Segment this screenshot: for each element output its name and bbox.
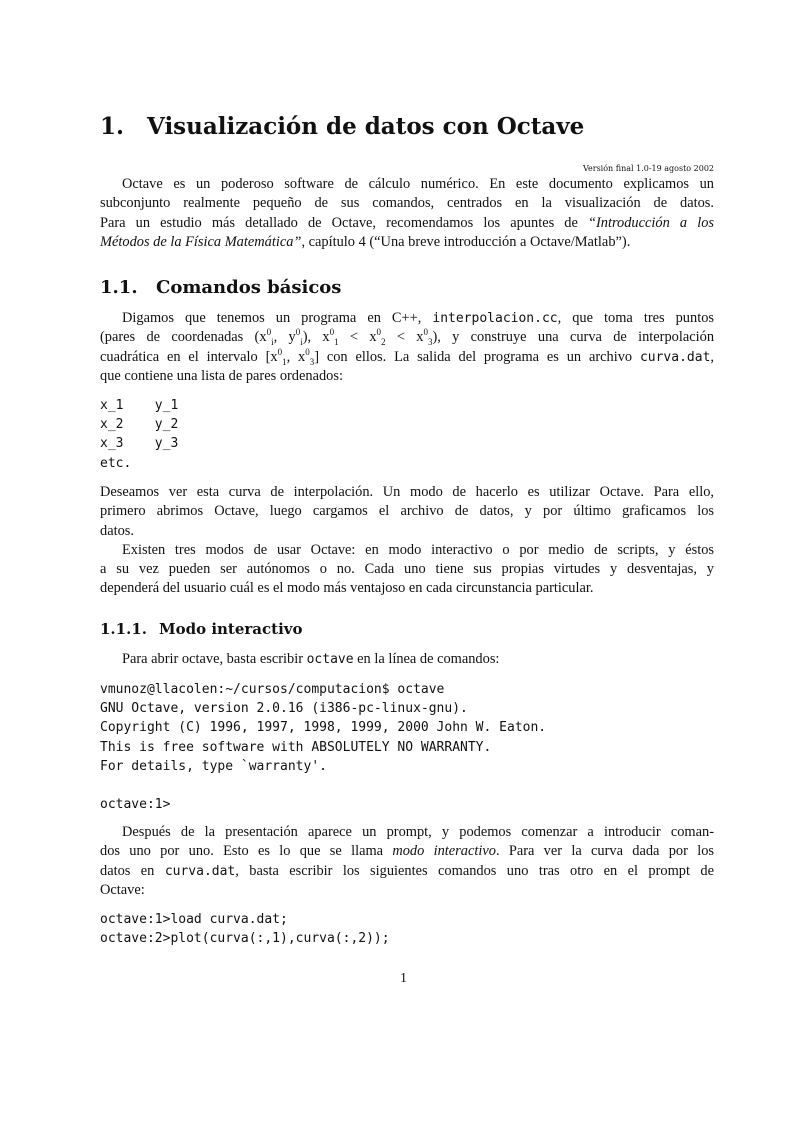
subsubsection-number: 1.1.1. [100, 620, 147, 638]
subsubsection-title: Modo interactivo [159, 620, 303, 638]
pairs-code-block: x_1 y_1 x_2 y_2 x_3 y_3 etc. [100, 398, 179, 471]
text-line: cuadrática en el intervalo [$x^0_1$, $x^0_3$] con ellos. La salida del programa es un archivo curva.dat, [100, 346, 715, 367]
text-line: datos. [100, 522, 134, 539]
section-number: 1. [100, 113, 125, 140]
text-line: Después de la presentación aparece un prompt, y podemos comenzar a introducir coman- [122, 824, 714, 840]
explanation-paragraph [100, 483, 714, 599]
text-line: que contiene una lista de pares ordenados: [100, 367, 343, 384]
text-line: Deseamos ver esta curva de interpolación. Un modo de hacerlo es utilizar Octave. Para ello, [100, 484, 714, 500]
interactive-paragraph [100, 650, 714, 669]
text-line: a su vez pueden ser autónomos o no. Cada uno tiene sus propias virtudes y desventajas, y [100, 561, 714, 578]
text-line: Para un estudio más detallado de Octave, recomendamos los apuntes de “Introducción a los [100, 214, 714, 231]
text-line: Métodos de la Física Matemática”, capítulo 4 (“Una breve introducción a Octave/Matlab”). [100, 233, 631, 250]
section-heading [100, 113, 584, 140]
subsection-number: 1.1. [100, 277, 138, 298]
text-line: dos uno por uno. Esto es lo que se llama modo interactivo. Para ver la curva dada por los [100, 843, 714, 860]
section-title: Visualización de datos con Octave [147, 113, 585, 140]
basic-paragraph [100, 309, 714, 386]
text-line: primero abrimos Octave, luego cargamos el archivo de datos, y por último graficamos los [100, 503, 714, 520]
text-line: Existen tres modos de usar Octave: en modo interactivo o por medio de scripts, y éstos [122, 541, 714, 558]
terminal-code-block: vmunoz@llacolen:~/cursos/computacion$ octave GNU Octave, version 2.0.16 (i386-pc-linux-gnu). Copyright (C) 1996, 1997, 1998, 1999, 2000 John W. Eaton. This is free software with ABSOLUTELY NO WARRANTY. For details, type `warranty'. octave:1> [100, 682, 547, 813]
text-line: subconjunto realmente pequeño de sus comandos, centrados en la visualización de datos. [100, 195, 714, 212]
intro-paragraph [100, 175, 714, 252]
text-line: Octave es un poderoso software de cálculo numérico. En este documento explicamos un [122, 176, 714, 192]
subsection-heading [100, 277, 341, 298]
text-line: Para abrir octave, basta escribir octave en la línea de comandos: [122, 651, 500, 667]
text-line: dependerá del usuario cuál es el modo más ventajoso en cada circunstancia particular. [100, 580, 594, 597]
page-number: 1 [400, 971, 407, 986]
text-line: datos en curva.dat, basta escribir los siguientes comandos uno tras otro en el prompt de [100, 862, 715, 879]
subsection-title: Comandos básicos [156, 277, 342, 298]
version-note: Versión final 1.0-19 agosto 2002 [582, 164, 714, 173]
subsubsection-heading [100, 620, 303, 638]
prompt-paragraph [100, 823, 714, 900]
text-line: (pares de coordenadas ($x^0_i$, $y^0_i$), $x^0_1 < x^0_2 < x^0_3$), y construye una curva de interpolación [100, 327, 715, 348]
text-line: Digamos que tenemos un programa en C++, interpolacion.cc, que toma tres puntos [122, 310, 714, 326]
text-line: Octave: [100, 881, 145, 898]
commands-code-block: octave:1>load curva.dat; octave:2>plot(curva(:,1),curva(:,2)); [100, 912, 390, 947]
